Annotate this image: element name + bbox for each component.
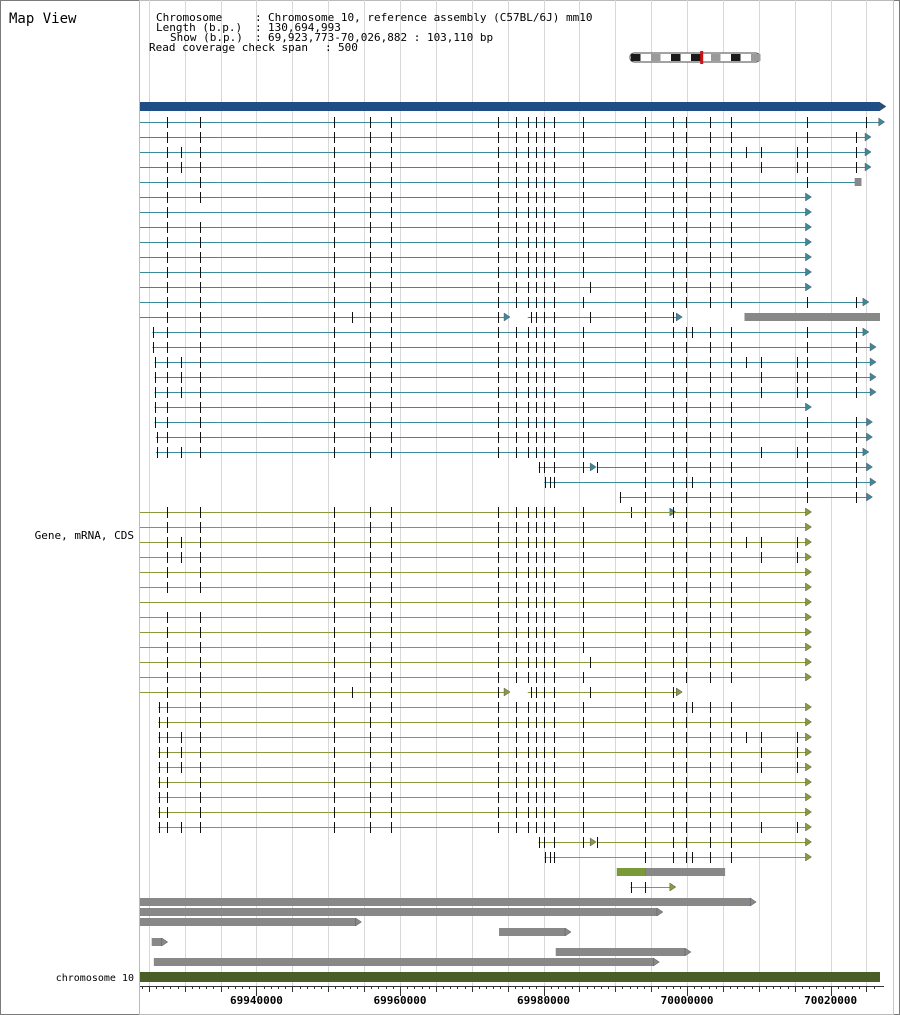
ideogram-band	[741, 54, 751, 61]
chromosome-label: chromosome 10	[55, 973, 134, 984]
axis-tick-label: 70020000	[804, 994, 858, 1007]
gray-feature-bar	[556, 948, 685, 956]
gray-feature-bar	[140, 898, 750, 906]
gray-feature-bar	[855, 178, 861, 186]
ideogram-band	[671, 54, 681, 61]
gray-feature-bar	[744, 313, 880, 321]
header-sep-2: :	[255, 21, 262, 34]
axis-tick-label: 70000000	[660, 994, 714, 1007]
ideogram-band	[661, 54, 671, 61]
gray-feature-bar	[154, 958, 654, 966]
gene-bar	[140, 102, 880, 111]
ideogram-band	[651, 54, 661, 61]
ideogram-band	[641, 54, 651, 61]
header-value-coverage: 500	[338, 41, 358, 54]
cds-track	[617, 868, 725, 876]
header-key-show: Show (b.p.)	[170, 31, 243, 44]
chromosome-ideogram	[630, 51, 761, 64]
ideogram-band	[711, 54, 721, 61]
ideogram-band	[751, 54, 761, 61]
header-value-chromosome: Chromosome 10, reference assembly (C57BL/6J) mm10	[268, 11, 593, 24]
ideogram-band	[721, 54, 731, 61]
gray-feature-bar	[140, 918, 355, 926]
axis-tick-label: 69980000	[517, 994, 571, 1007]
header-key-chromosome: Chromosome	[156, 11, 223, 24]
panel-title: Map View	[9, 11, 77, 27]
header-key-coverage: Read coverage check span	[149, 41, 308, 54]
green-feature-bar	[617, 868, 646, 876]
header-value-length: 130,694,993	[268, 21, 341, 34]
ideogram-band	[691, 54, 701, 61]
track-label: Gene, mRNA, CDS	[34, 529, 134, 542]
ideogram-band	[681, 54, 691, 61]
ideogram-band	[631, 54, 641, 61]
gray-feature-bar	[140, 908, 657, 916]
ideogram-position-marker	[700, 51, 703, 64]
axis-tick-label: 69940000	[229, 994, 283, 1007]
header-key-length: Length (b.p.)	[156, 21, 243, 34]
ideogram-band	[731, 54, 741, 61]
header-sep-3: :	[255, 31, 262, 44]
header-sep-1: :	[255, 11, 262, 24]
header-value-show: 69,923,773-70,026,882 : 103,110 bp	[268, 31, 494, 44]
gray-feature-bar	[152, 938, 162, 946]
gray-feature-bar	[499, 928, 565, 936]
header-sep-4: :	[325, 41, 332, 54]
chromosome-bar	[140, 972, 880, 982]
axis-tick-label: 69960000	[373, 994, 427, 1007]
gray-feature-bar	[645, 868, 725, 876]
